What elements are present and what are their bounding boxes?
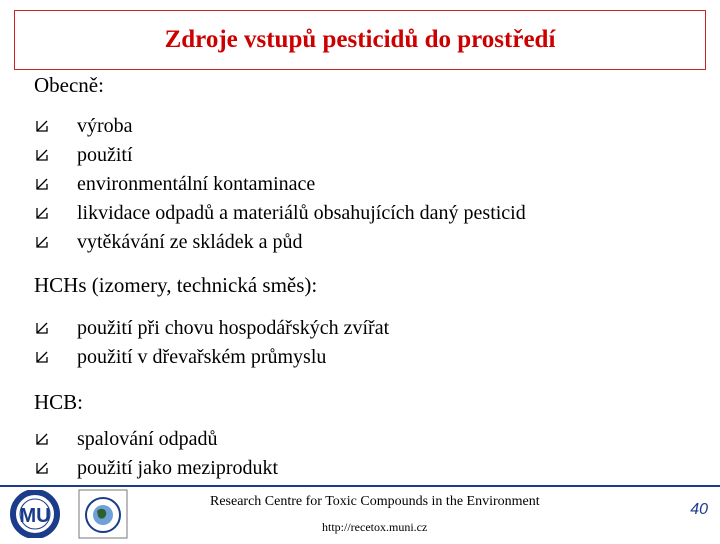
footer-url-link[interactable]: http://recetox.muni.cz — [322, 520, 428, 534]
arrow-bullet-icon — [34, 350, 77, 366]
arrow-bullet-icon — [34, 461, 77, 477]
arrow-bullet-icon — [34, 321, 77, 337]
bullet-list-general — [34, 112, 526, 257]
page-number: 40 — [690, 501, 708, 518]
arrow-bullet-icon — [34, 177, 77, 193]
list-item-text: výroba — [77, 115, 133, 137]
list-item — [34, 112, 526, 141]
list-item — [34, 454, 278, 483]
section-heading-general: Obecně: — [34, 73, 104, 97]
bullet-list-hcb — [34, 425, 278, 483]
arrow-bullet-icon — [34, 148, 77, 164]
arrow-bullet-icon — [34, 206, 77, 222]
slide-title: Zdroje vstupů pesticidů do prostředí — [164, 26, 556, 53]
list-item — [34, 228, 526, 257]
list-item-text: použití — [77, 144, 133, 166]
title-box — [14, 10, 706, 70]
section-heading-hcb: HCB: — [34, 390, 84, 414]
footer-divider — [0, 485, 720, 487]
arrow-bullet-icon — [34, 119, 77, 135]
list-item-text: likvidace odpadů a materiálů obsahujících daný pesticid — [77, 202, 526, 224]
list-item — [34, 343, 389, 372]
list-item-text: použití při chovu hospodářských zvířat — [77, 317, 390, 339]
list-item — [34, 425, 278, 454]
list-item — [34, 314, 389, 343]
logo-monogram: MU — [19, 505, 51, 527]
list-item-text: použití v dřevařském průmyslu — [77, 346, 327, 368]
section-heading-hchs: HCHs (izomery, technická směs): — [34, 273, 318, 297]
list-item-text: použití jako meziprodukt — [77, 457, 279, 479]
list-item-text: vytěkávání ze skládek a půd — [77, 231, 303, 253]
footer-institute: Research Centre for Toxic Compounds in the Environment — [210, 494, 540, 509]
university-logo-icon — [6, 490, 64, 538]
list-item-text: spalování odpadů — [77, 428, 218, 450]
list-item — [34, 141, 526, 170]
bullet-list-hchs — [34, 314, 389, 372]
recetox-globe-logo-icon — [78, 489, 128, 539]
list-item — [34, 199, 526, 228]
list-item — [34, 170, 526, 199]
list-item-text: environmentální kontaminace — [77, 173, 316, 195]
arrow-bullet-icon — [34, 432, 77, 448]
arrow-bullet-icon — [34, 235, 77, 251]
